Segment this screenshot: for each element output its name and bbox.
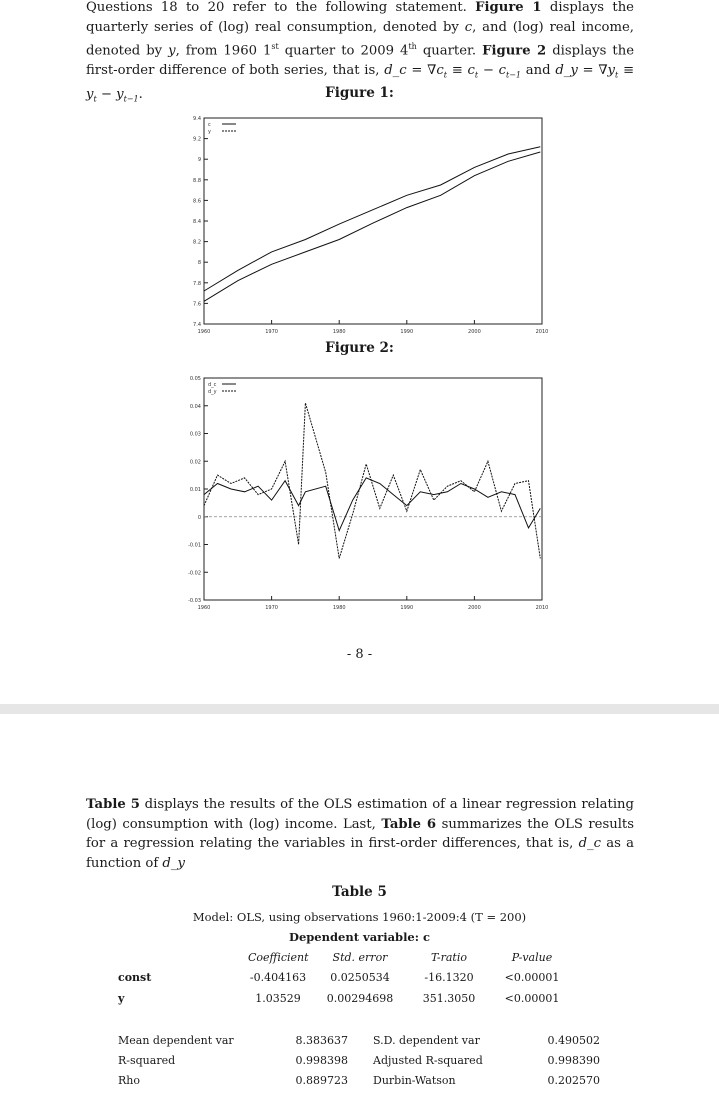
coef-y: 1.03529 [255, 992, 301, 1005]
y-tick-label: 7.8 [193, 280, 201, 287]
figure2-chart [180, 372, 550, 618]
intro-text: Questions 18 to 20 refer to the following statement. [86, 0, 467, 15]
coef-const: -0.404163 [249, 971, 307, 984]
eq-part: d_c = ∇c [384, 63, 444, 79]
stat-label: S.D. dependent var [373, 1034, 480, 1047]
stat-value: 8.383637 [295, 1034, 348, 1047]
x-tick-label: 2010 [535, 605, 549, 611]
figure2-title: Figure 2: [325, 340, 394, 356]
figure2-ref: Figure 2 [482, 43, 547, 59]
x-tick-label: 1970 [265, 605, 278, 611]
page-separator [0, 704, 719, 714]
var-c: c [464, 19, 473, 35]
page-number: - 8 - [346, 647, 373, 662]
y-tick-label: 8.2 [193, 239, 201, 246]
header-coefficient: Coefficient [248, 951, 309, 964]
table5-model-line: Model: OLS, using observations 1960:1-2009:4 (T = 200) [192, 910, 527, 924]
legend-label: c [208, 122, 211, 128]
row-name-const: const [118, 971, 152, 984]
plot-frame [204, 378, 542, 600]
legend-label: d_y [208, 389, 217, 395]
y-tick-label: -0.03 [188, 598, 201, 604]
stat-label: Mean dependent var [118, 1034, 234, 1047]
y-tick-label: 0.03 [189, 431, 201, 438]
figure1-ref: Figure 1 [475, 0, 542, 15]
se-y: 0.00294698 [326, 992, 394, 1005]
x-tick-label: 1980 [332, 605, 346, 611]
var-y: y [168, 43, 176, 59]
x-tick-label: 1990 [400, 605, 414, 611]
intro-text: as a function of [86, 836, 634, 871]
table5-dependent-var: Dependent variable: c [288, 930, 431, 944]
superscript: st [271, 42, 279, 52]
intro-text: and [525, 63, 551, 79]
var-dy: d_y [162, 855, 185, 871]
eq-sub: t [443, 70, 447, 80]
y-tick-label: 8.6 [193, 198, 201, 205]
y-tick-label: 0 [197, 514, 201, 521]
intro-text: . [138, 87, 143, 103]
row-name-y: y [118, 992, 125, 1005]
eq-part: d_y = ∇y [555, 63, 615, 79]
table6-ref: Table 6 [381, 816, 437, 832]
eq-part: ≡ y [86, 63, 634, 103]
series-line-d_c [204, 478, 540, 531]
intro-text: displays the quarterly series of (log) real consumption, denoted by [86, 0, 634, 35]
legend-label: d_c [208, 382, 217, 388]
x-tick-label: 1960 [197, 329, 211, 335]
stat-value: 0.202570 [547, 1074, 600, 1087]
figure1-chart [180, 112, 550, 342]
p-const: <0.00001 [504, 971, 560, 984]
intro-text: displays the results of the OLS estimation of a linear regression relating (log) consumption with (log) income. Last, [86, 797, 634, 832]
y-tick-label: 9 [197, 157, 201, 164]
y-tick-label: 9.4 [193, 116, 201, 122]
stat-label: R-squared [118, 1054, 176, 1067]
stat-label: Durbin-Watson [373, 1074, 456, 1087]
eq-sub: t [93, 95, 97, 105]
y-tick-label: -0.01 [188, 542, 201, 549]
stat-label: Adjusted R-squared [373, 1054, 483, 1067]
stat-value: 0.998398 [295, 1054, 348, 1067]
x-tick-label: 1990 [400, 329, 414, 335]
stat-value: 0.889723 [295, 1074, 348, 1087]
table5-title: Table 5 [332, 884, 387, 900]
x-tick-label: 1980 [332, 329, 346, 335]
table-intro-paragraph [86, 795, 634, 873]
legend-label: y [208, 129, 211, 135]
plot-frame [204, 118, 542, 324]
x-tick-label: 1970 [265, 329, 278, 335]
y-tick-label: -0.02 [188, 570, 201, 577]
y-tick-label: 9.2 [193, 136, 201, 143]
series-line-y [204, 147, 540, 291]
y-tick-label: 8.8 [193, 177, 201, 184]
intro-text: , from 1960 1 [175, 43, 272, 59]
eq-sub: t [474, 70, 479, 80]
intro-text: displays the first-order difference of both series, that is, [86, 43, 635, 79]
stat-label: Rho [118, 1074, 140, 1087]
x-tick-label: 1960 [197, 605, 211, 611]
x-tick-label: 2010 [535, 329, 549, 335]
header-std-error: Std. error [332, 951, 388, 964]
p-y: <0.00001 [504, 992, 560, 1005]
header-t-ratio: T-ratio [430, 951, 467, 964]
equation-dc [384, 63, 521, 78]
se-const: 0.0250534 [330, 971, 390, 984]
document-page-9 [0, 714, 719, 1104]
figure1-title: Figure 1: [325, 85, 394, 101]
intro-text: , and (log) real income, denoted by [86, 19, 635, 59]
superscript: th [408, 42, 417, 52]
eq-part: − y [96, 87, 124, 103]
y-tick-label: 8.4 [193, 219, 201, 225]
header-p-value: P-value [511, 951, 553, 964]
y-tick-label: 0.04 [189, 403, 201, 410]
var-dc: d_c [578, 836, 601, 852]
stat-value: 0.490502 [547, 1034, 600, 1047]
y-tick-label: 0.01 [189, 487, 201, 493]
series-line-c [204, 152, 540, 301]
eq-sub: t [614, 70, 619, 80]
intro-text: quarter. [422, 43, 477, 59]
y-tick-label: 8 [197, 260, 201, 267]
y-tick-label: 0.05 [189, 376, 201, 382]
stat-value: 0.998390 [547, 1054, 600, 1067]
eq-part: ≡ c [446, 63, 475, 79]
y-tick-label: 0.02 [189, 459, 201, 466]
x-tick-label: 2000 [468, 605, 481, 611]
t-y: 351.3050 [422, 992, 476, 1005]
x-tick-label: 2000 [468, 329, 481, 335]
eq-sub: t−1 [123, 95, 139, 105]
eq-part: − c [478, 63, 506, 79]
y-tick-label: 7.4 [193, 322, 201, 328]
eq-sub: t−1 [505, 70, 521, 80]
table5-ref: Table 5 [86, 797, 140, 812]
intro-text: summarizes the OLS results for a regression relating the variables in first-order differences, that is, [86, 816, 635, 852]
y-tick-label: 7.6 [193, 301, 201, 308]
intro-text: quarter to 2009 4 [284, 43, 409, 59]
t-const: -16.1320 [424, 971, 474, 984]
